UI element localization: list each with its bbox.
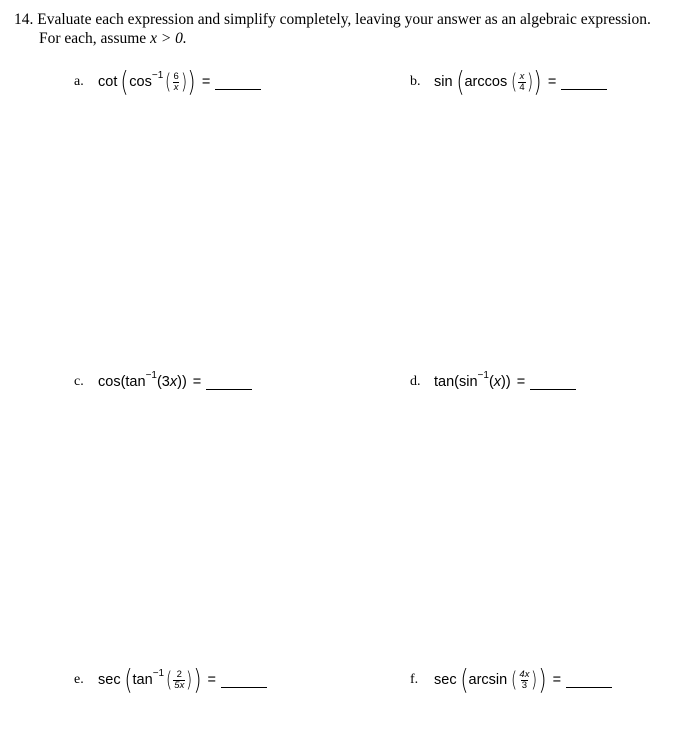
outer-function: sin xyxy=(434,74,453,90)
open-paren: ( xyxy=(511,667,518,692)
inner-function: cos xyxy=(129,74,152,90)
problem-number: 14. xyxy=(14,11,34,28)
fraction xyxy=(172,72,179,93)
expression xyxy=(434,65,607,98)
problem-f xyxy=(410,660,612,700)
open-paren: ( xyxy=(123,663,133,696)
inner-function: arcsin xyxy=(468,672,508,688)
fraction xyxy=(518,72,525,93)
expression-part-2: (3 xyxy=(156,374,170,390)
problem-label: b. xyxy=(410,74,421,89)
answer-blank[interactable] xyxy=(221,673,267,688)
inverse-superscript: −1 xyxy=(145,369,157,381)
expression-part-2: ( xyxy=(488,374,494,390)
problem-label: d. xyxy=(410,374,421,389)
variable: x xyxy=(169,374,178,390)
problem-label: f. xyxy=(410,672,419,687)
outer-function: cot xyxy=(98,74,118,90)
close-paren: ) xyxy=(538,663,547,696)
open-paren: ( xyxy=(166,667,173,692)
equals-sign: = xyxy=(207,672,216,688)
answer-blank[interactable] xyxy=(566,673,612,688)
open-paren: ( xyxy=(511,69,518,94)
close-paren: ) xyxy=(192,663,202,696)
problem-e xyxy=(74,660,267,700)
outer-function: sec xyxy=(434,672,457,688)
close-paren: ) xyxy=(531,667,538,692)
equals-sign: = xyxy=(201,74,211,90)
problem-a xyxy=(74,62,261,102)
expression-part-1: tan(sin xyxy=(434,374,478,390)
answer-blank[interactable] xyxy=(206,375,252,390)
close-paren: ) xyxy=(533,65,542,98)
instruction-text: Evaluate each expression and simplify completely, leaving your answer as an algebraic expression. xyxy=(37,11,651,28)
problem-c xyxy=(74,362,252,402)
inverse-superscript: −1 xyxy=(152,667,165,679)
close-paren: ) xyxy=(180,69,187,94)
open-paren: ( xyxy=(455,65,465,98)
open-paren: ( xyxy=(459,663,469,696)
open-paren: ( xyxy=(165,69,172,94)
expression-part-1: cos(tan xyxy=(98,374,146,390)
denominator: 4 xyxy=(519,81,525,93)
fraction xyxy=(173,670,185,691)
expression-part-3: )) xyxy=(501,374,511,390)
expression xyxy=(434,663,612,696)
expression-part-3: )) xyxy=(177,374,187,390)
denominator: x xyxy=(173,81,179,93)
problem-label: c. xyxy=(74,374,84,389)
assumption-text: For each, assume xyxy=(39,30,151,47)
expression xyxy=(98,369,252,390)
assumption-math: x > 0. xyxy=(150,30,187,47)
denominator: 5x xyxy=(174,679,185,691)
answer-blank[interactable] xyxy=(215,75,261,90)
fraction xyxy=(518,670,530,691)
close-paren: ) xyxy=(526,69,533,94)
problem-b xyxy=(410,62,607,102)
variable: x xyxy=(493,374,502,390)
problem-label: a. xyxy=(74,74,84,89)
problem-label: e. xyxy=(74,672,84,687)
outer-function: sec xyxy=(98,672,121,688)
problem-d xyxy=(410,362,576,402)
close-paren: ) xyxy=(186,667,193,692)
equals-sign: = xyxy=(547,74,557,90)
denominator: 3 xyxy=(521,679,528,691)
numerator: 2 xyxy=(176,668,182,680)
open-paren: ( xyxy=(120,65,129,98)
expression xyxy=(98,65,261,98)
equals-sign: = xyxy=(516,374,526,390)
numerator: 6 xyxy=(173,70,179,82)
inner-function: arccos xyxy=(464,74,508,90)
numerator: x xyxy=(519,70,525,82)
answer-blank[interactable] xyxy=(530,375,576,390)
inner-function: tan xyxy=(132,672,153,688)
equals-sign: = xyxy=(192,374,202,390)
numerator: 4x xyxy=(519,668,530,680)
problem-header xyxy=(14,10,651,48)
expression xyxy=(434,369,576,390)
inverse-superscript: −1 xyxy=(477,369,489,381)
equals-sign: = xyxy=(552,672,562,688)
answer-blank[interactable] xyxy=(561,75,607,90)
instruction-line-2 xyxy=(14,29,651,48)
instruction-line-1 xyxy=(14,10,651,29)
close-paren: ) xyxy=(187,65,196,98)
expression xyxy=(98,663,267,696)
inverse-superscript: −1 xyxy=(151,69,164,81)
